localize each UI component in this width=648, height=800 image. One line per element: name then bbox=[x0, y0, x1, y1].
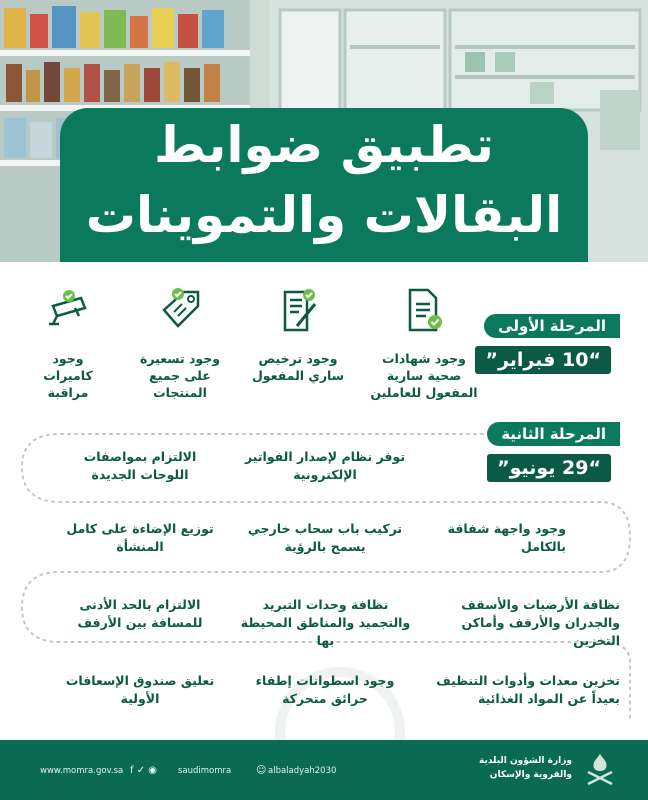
footer bbox=[0, 740, 648, 800]
phase2-item-sliding-door: تركيب باب سحاب خارجي يسمح بالرؤية bbox=[247, 521, 403, 554]
snapchat-icon: ☺ bbox=[256, 765, 267, 776]
phase2-item-cleaning-storage: تخزين معدات وأدوات التنظيف بعيداً عن المواد الغذائية bbox=[436, 673, 620, 706]
phase2-date: “29 يونيو” bbox=[487, 454, 611, 482]
phase2-item-floor-cleanliness: نظافة الأرضيات والأسقف والجدران والأرفف وأماكن التخزين bbox=[461, 597, 620, 648]
phase2-label: المرحلة الثانية bbox=[487, 422, 620, 446]
phase2-item-refrigeration-cleanliness: نظافة وحدات التبريد والتجميد والمناطق المحيطة بها bbox=[240, 597, 411, 648]
website-link[interactable]: www.momra.gov.sa bbox=[40, 766, 124, 776]
phase1-item-health-certificates: وجود شهادات صحية سارية المفعول للعاملين bbox=[370, 351, 478, 400]
phase1-date: “10 فبراير” bbox=[475, 346, 611, 374]
snapchat-handle[interactable]: albaladyah2030 bbox=[268, 766, 337, 776]
social-handle[interactable]: saudimomra bbox=[178, 766, 232, 776]
phase2-item-lighting: توزيع الإضاءة على كامل المنشأة bbox=[66, 521, 214, 554]
phase2-item-fire-extinguishers: وجود اسطوانات إطفاء حرائق متحركة bbox=[255, 673, 395, 706]
title-line-2: البقالات والتموينات bbox=[85, 186, 563, 244]
ministry-name bbox=[479, 754, 572, 782]
social-icons: f ✓ ◉ bbox=[130, 765, 157, 776]
health-certificate-icon bbox=[398, 286, 446, 334]
phase1-item-license: وجود ترخيص ساري المفعول bbox=[251, 351, 345, 383]
security-camera-icon bbox=[45, 286, 93, 334]
phase2-item-signboards: الالتزام بمواصفات اللوحات الجديدة bbox=[83, 449, 197, 482]
phase1-item-cameras: وجود كاميرات مراقبة bbox=[43, 351, 93, 400]
phase2-item-shelf-spacing: الالتزام بالحد الأدنى للمسافة بين الأرفف bbox=[77, 597, 203, 630]
phase2-item-e-invoice: توفر نظام لإصدار الفواتير الإلكترونية bbox=[244, 449, 406, 482]
phase1-label: المرحلة الأولى bbox=[484, 314, 620, 338]
title-line-1: تطبيق ضوابط bbox=[154, 116, 494, 174]
ministry-name-line1: وزارة الشؤون البلدية bbox=[478, 756, 572, 766]
license-icon bbox=[275, 286, 323, 334]
phase2-item-first-aid: تعليق صندوق الإسعافات الأولية bbox=[65, 673, 215, 706]
price-tag-icon bbox=[158, 286, 206, 334]
ministry-name-line2: والقروية والإسكان bbox=[489, 770, 572, 780]
title-plate bbox=[60, 108, 588, 262]
saudi-emblem-icon bbox=[580, 750, 620, 790]
content-area bbox=[0, 262, 648, 740]
phase2-item-transparent-facade: وجود واجهة شفافة بالكامل bbox=[447, 521, 566, 554]
hero-banner bbox=[0, 0, 648, 262]
phase1-item-pricing: وجود تسعيرة على جميع المنتجات bbox=[139, 351, 221, 400]
